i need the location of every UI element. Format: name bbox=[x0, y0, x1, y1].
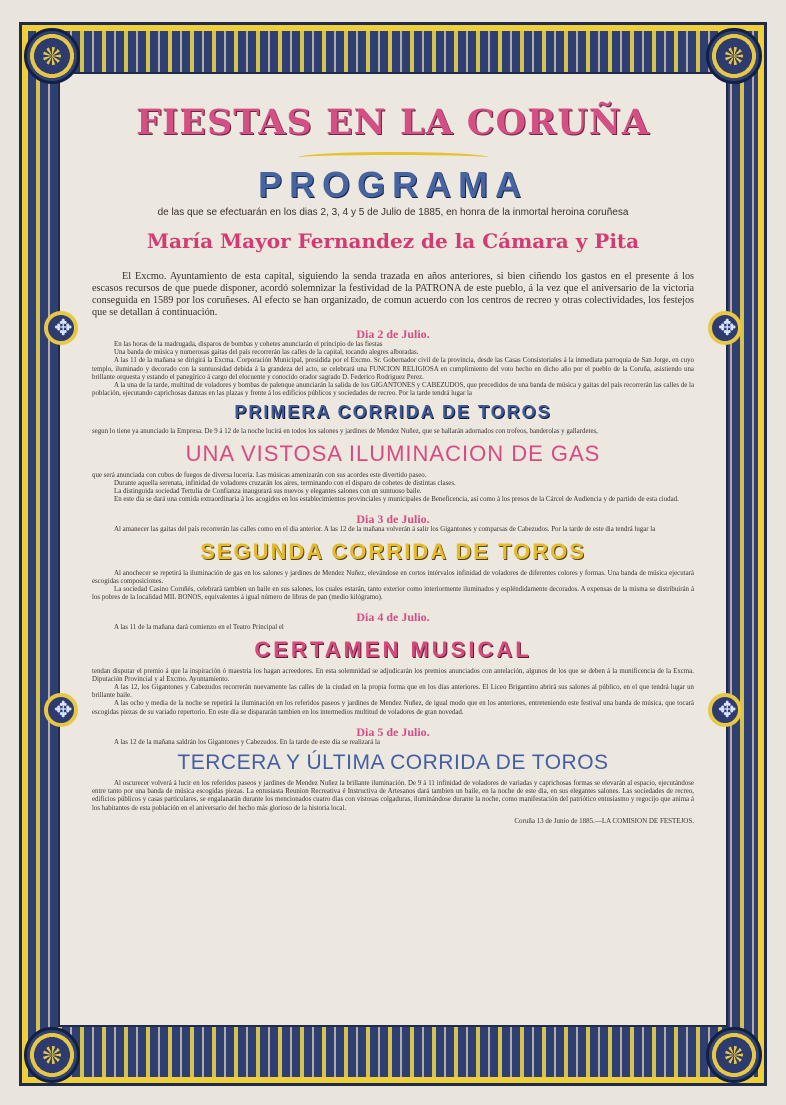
title-wave-ornament bbox=[298, 152, 488, 163]
event-heading: SEGUNDA CORRIDA DE TOROS bbox=[200, 538, 586, 564]
signature-line: Coruña 13 de Junio de 1885.—LA COMISION DE FESTEJOS. bbox=[514, 816, 694, 825]
poster-title: FIESTAS EN LA CORUÑA bbox=[136, 102, 650, 143]
paragraph: A las 12 de la mañana saldrán los Gigantones y Cabezudos. En la tarde de este dia se realizará la bbox=[114, 738, 380, 746]
paragraph: A las 11 de la mañana se dirigirá la Excma. Corporación Municipal, presidida por el Excmo. Sr. Gobernador civil de la provincia, desde las Casas Consistoriales á la inmediata parroquia de San Jorge, en cuyo templo, iluminado y decorado con la suntuosidad debida á la grandeza del acto, se celebrará una FUNCION RELIGIOSA en cumplimiento del voto hecho en dicho año por el pueblo de la Coruña, asistiendo una brillante orquesta y estando el panegírico á cargo del elocuente y conocido orador sagrado D. Federico Rodriguez Perez. bbox=[92, 357, 694, 381]
paragraph: Al oscurecer volverá á lucir en los referidos paseos y jardines de Mendez Nuñez la brillante iluminación. De 9 á 11 infinidad de voladores de variadas y caprichosas formas se elevarán al espacio, ejecutándose entre tanto por una banda de música escogidas piezas. La entusiasta Reunion Recreativa é Instructiva de Artesanos dará tambien un baile, en la noche de este dia, en sus elegantes salones. Las sociedades de recreo, edificios públicos y casas particulares, se engalanarán durante los mencionados cuatro dias con vistosas colgaduras, iluminándose durante la noche, como manifestación del patriótico entusiasmo y regocijo que anima á los habitantes de esta población en el aniversario del hecho más glorioso de la historia local. bbox=[92, 780, 694, 812]
right-medallion-icon bbox=[708, 311, 742, 345]
day-heading: Dia 2 de Julio. bbox=[356, 327, 430, 341]
paragraph: Una banda de música y numerosas gaitas del país recorrerán las calles de la capital, tocando alegres alboradas. bbox=[114, 349, 419, 357]
right-medallion-icon bbox=[708, 693, 742, 727]
top-right-medallion-icon bbox=[706, 28, 762, 84]
paragraph: segun lo tiene ya anunciado la Empresa. De 9 á 12 de la noche lucirá en todos los salones y jardines de Mendez Nuñez, que se hallarán adornados con trofeos, banderolas y gallardetes, bbox=[92, 428, 598, 436]
paragraph: Durante aquella serenata, infinidad de voladores cruzarán los aires, terminando con el disparo de cohetes de distintas clases. bbox=[114, 479, 456, 487]
left-medallion-icon bbox=[44, 693, 78, 727]
day-heading: Dia 4 de Julio. bbox=[356, 610, 430, 625]
day-heading: Dia 3 de Julio. bbox=[356, 512, 430, 527]
paragraph: En las horas de la madrugada, disparos de bombas y cohetes anunciarán el principio de las fiestas bbox=[114, 341, 383, 348]
paragraph: Al amanecer las gaitas del país recorrerán las calles como en el dia anterior. A las 12 de la mañana volverán á salir los Gigantones y comparsas de Cabezudos. Por la tarde de este dia tendrá lugar la bbox=[114, 526, 656, 534]
event-heading: UNA VISTOSA ILUMINACION DE GAS bbox=[185, 440, 601, 466]
intro-paragraph: El Excmo. Ayuntamiento de esta capital, siguiendo la senda trazada en años anteriores, si bien ciñendo los gastos en el presente á los escasos recursos de que puede disponer, acordó solemnizar la festividad de la PATRONA de este pueblo, á la vez que el aniversario de la victoria conseguida en 1589 por los coruñeses. Al efecto se han organizado, de comun acuerdo con los centros de recreo y otras colectividades, los festejos que se detallan á continuación. bbox=[92, 271, 694, 318]
bottom-left-medallion-icon bbox=[24, 1027, 80, 1083]
paragraph: A las ocho y media de la noche se repetirá la iluminación en los referidos paseos y jardines de Mendez Nuñez, de igual modo que en los anteriores, entreteniendo este festival una banda de música, que tocará escogidas piezas de su variado repertorio. En este dia se dispararán tambien en los intermedios multitud de voladores de gran novedad. bbox=[92, 700, 694, 716]
programa-heading: PROGRAMA bbox=[258, 164, 528, 205]
paragraph: La distinguida sociedad Tertulia de Confianza inaugurará sus nuevos y elegantes salones con un suntuoso baile. bbox=[114, 488, 422, 496]
paragraph: La sociedad Casino Coruñés, celebrará tambien un baile en sus salones, los cuales estarán, tanto exterior como interiormente iluminados y espléndidamente decorados. A expensas de la misma se distribuirán á los pobres de la localidad MIL BONOS, equivalentes á igual número de libras de pan (medio kilógramo). bbox=[92, 586, 694, 602]
poster-content bbox=[92, 102, 694, 825]
paragraph: A la una de la tarde, multitud de voladores y bombas de palenque anunciarán la salida de los GIGANTONES y CABEZUDOS, que precedidos de una banda de música y gaitas del país recorrerán las calles de la población, ejecutando caprichosas danzas en las plazas y frente á los edificios públicos y sociedades de recreo. Por la tarde tendrá lugar la bbox=[92, 382, 694, 398]
event-heading: CERTAMEN MUSICAL bbox=[254, 636, 532, 662]
bottom-right-medallion-icon bbox=[706, 1027, 762, 1083]
paragraph: En este dia se dará una comida extraordinaria á los acogidos en los establecimientos provinciales y municipales de Beneficencia, así como á los presos de la Cárcel de Audiencia y de partido de esta ciudad. bbox=[114, 496, 679, 504]
paragraph: Al anochecer se repetirá la iluminación de gas en los salones y jardines de Mendez Nuñez, elevándose en cortos intérvalos infinidad de voladores de diferentes colores y formas. Una banda de música ejecutará escogidas composiciones. bbox=[92, 569, 694, 585]
paragraph: tendan disputar el premio á que la inspiración ó maestria los hagan acreedores. En esta solemnidad se adjudicarán los premios anunciados con antelación, algunos de los que se deben á la munificencia de la Excma. Diputación Provincial y al Excmo. Ayuntamiento. bbox=[92, 667, 694, 683]
paragraph: A las 12, los Gigantones y Cabezudos recorrerán nuevamente las calles de la ciudad en la propia forma que en los dias anteriores. El Liceo Brigantino abrirá sus salones al público, en el que tendrá lugar un brillante baile. bbox=[92, 684, 694, 700]
event-heading: TERCERA Y ÚLTIMA CORRIDA DE TOROS bbox=[177, 751, 609, 775]
paragraph: A las 11 de la mañana dará comienzo en el Teatro Principal el bbox=[114, 624, 284, 632]
honoree-name: María Mayor Fernandez de la Cámara y Pita bbox=[146, 229, 640, 253]
left-medallion-icon bbox=[44, 311, 78, 345]
top-left-medallion-icon bbox=[24, 28, 80, 84]
event-heading: PRIMERA CORRIDA DE TOROS bbox=[234, 402, 552, 423]
paragraph: que será anunciada con cubos de fuegos de diversa luceria. Las músicas amenizarán con sus acordes este divertido paseo. bbox=[92, 471, 427, 479]
day-heading: Dia 5 de Julio. bbox=[356, 724, 430, 739]
subtitle: de las que se efectuarán en los dias 2, 3, 4 y 5 de Julio de 1885, en honra de la inmortal heroina coruñesa bbox=[157, 207, 629, 218]
